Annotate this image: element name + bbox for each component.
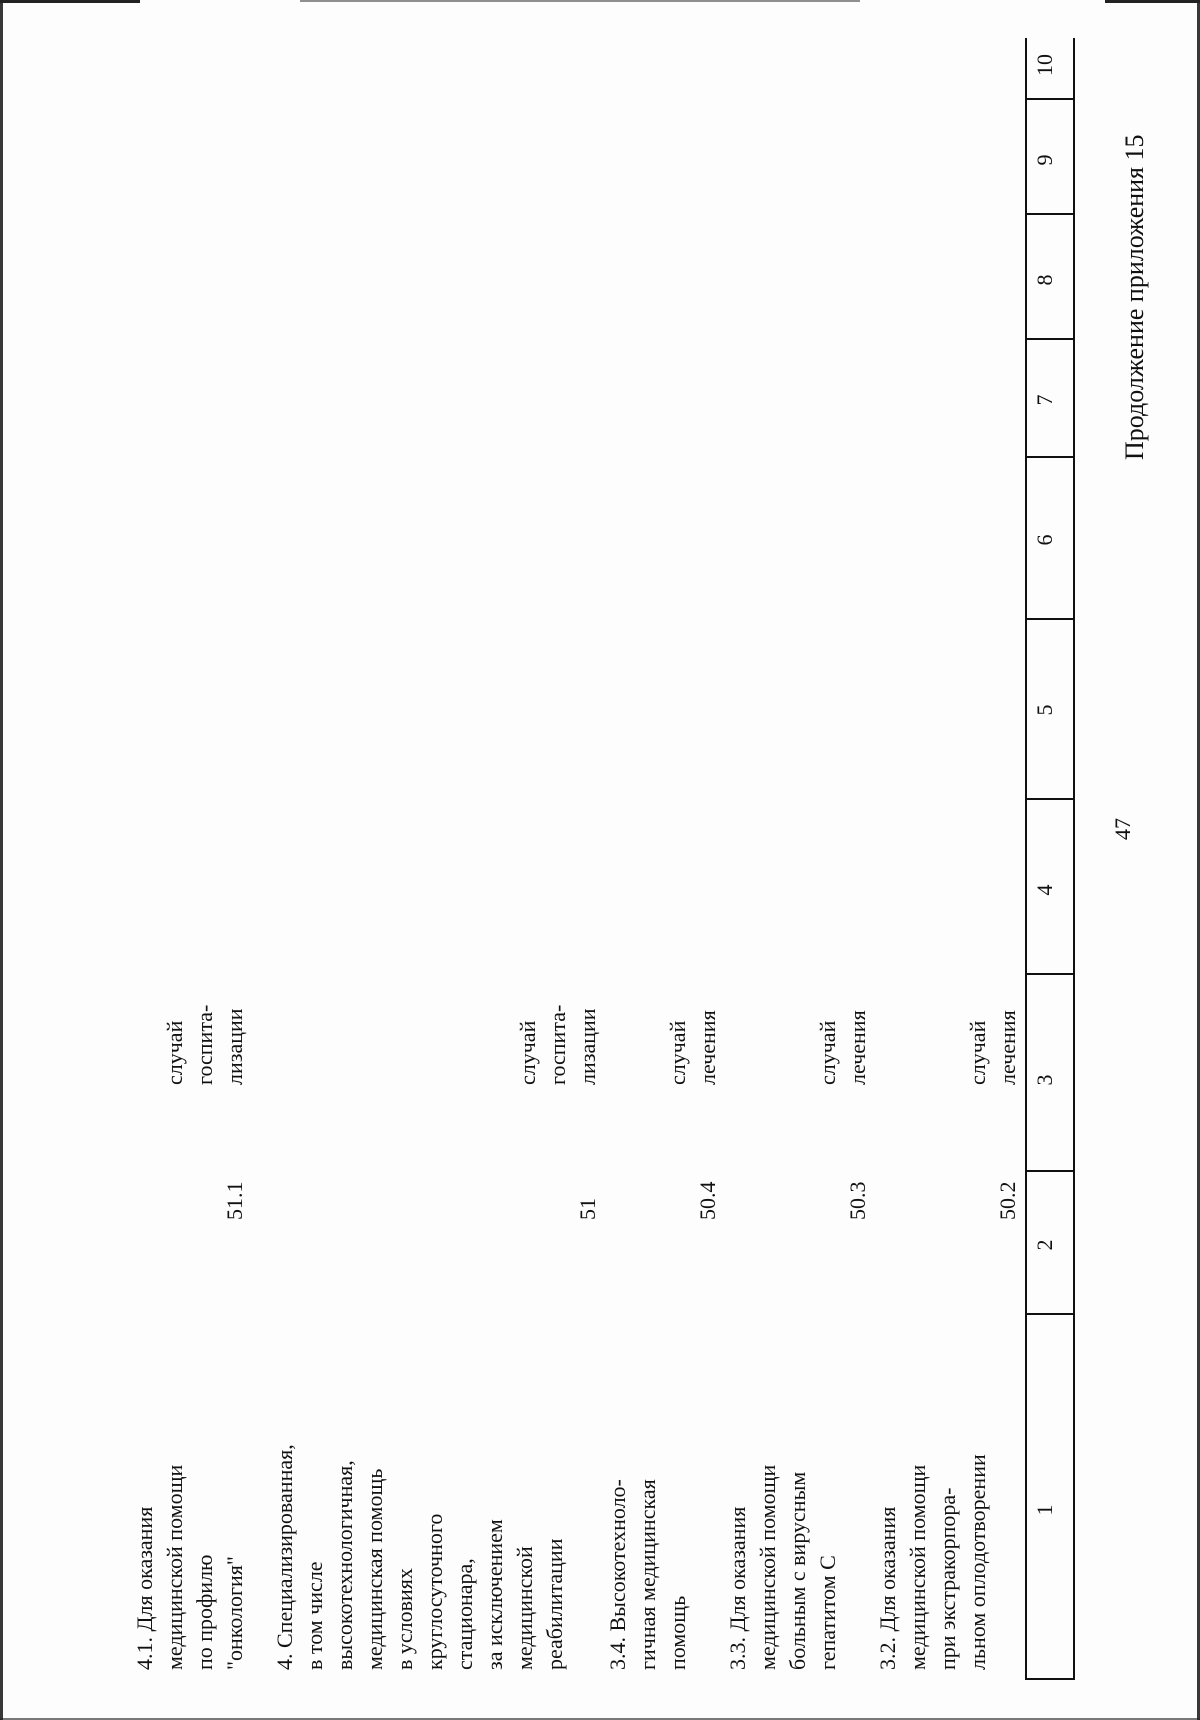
column-divider [1025, 1679, 1073, 1681]
column-number: 4 [1032, 884, 1057, 896]
row-name: 3.3. Для оказания медицинской помощи больным с вирусным гепатитом С [725, 1464, 840, 1670]
column-divider [1025, 99, 1073, 101]
column-number: 5 [1032, 704, 1057, 716]
row-name: 3.4. Высокотехноло- гичная медицинская помощь [605, 1479, 690, 1670]
column-divider [1025, 619, 1073, 621]
column-divider [1025, 1314, 1073, 1316]
table-header-bottom-rule [1025, 38, 1027, 1680]
row-code: 51 [575, 1198, 600, 1220]
row-code: 51.1 [222, 1181, 247, 1220]
column-number: 10 [1032, 54, 1057, 76]
row-unit: случай лечения [815, 1010, 870, 1085]
column-divider [1025, 799, 1073, 801]
column-divider [1025, 457, 1073, 459]
column-number: 3 [1032, 1074, 1057, 1086]
row-name: 4.1. Для оказания медицинской помощи по профилю "онкология" [132, 1464, 247, 1670]
row-code: 50.4 [695, 1181, 720, 1220]
row-code: 50.2 [995, 1181, 1020, 1220]
column-number: 6 [1032, 534, 1057, 546]
column-number: 1 [1032, 1504, 1057, 1516]
row-name: 3.2. Для оказания медицинской помощи при экстракорпора- льном оплодотворении [875, 1454, 990, 1670]
column-number: 2 [1032, 1239, 1057, 1251]
row-unit: случай лечения [965, 1010, 1020, 1085]
column-divider [1025, 1171, 1073, 1173]
column-number: 7 [1032, 394, 1057, 406]
column-divider [1025, 974, 1073, 976]
column-divider [1025, 214, 1073, 216]
continuation-heading: Продолжение приложения 15 [1120, 134, 1149, 460]
row-code: 50.3 [845, 1181, 870, 1220]
table-header-top-rule [1073, 38, 1075, 1680]
row-unit: случай лечения [665, 1010, 720, 1085]
column-number: 9 [1032, 154, 1057, 166]
page-number: 47 [1110, 818, 1135, 840]
column-divider [1025, 339, 1073, 341]
row-name: 4. Специализированная, в том числе высокотехнологичная, медицинская помощь в условиях круглосуточного стационара, за исключением медицинской реабилитации [272, 1444, 567, 1670]
row-unit: случай госпита- лизации [162, 1004, 247, 1085]
row-unit: случай госпита- лизации [515, 1004, 600, 1085]
column-number: 8 [1032, 274, 1057, 286]
